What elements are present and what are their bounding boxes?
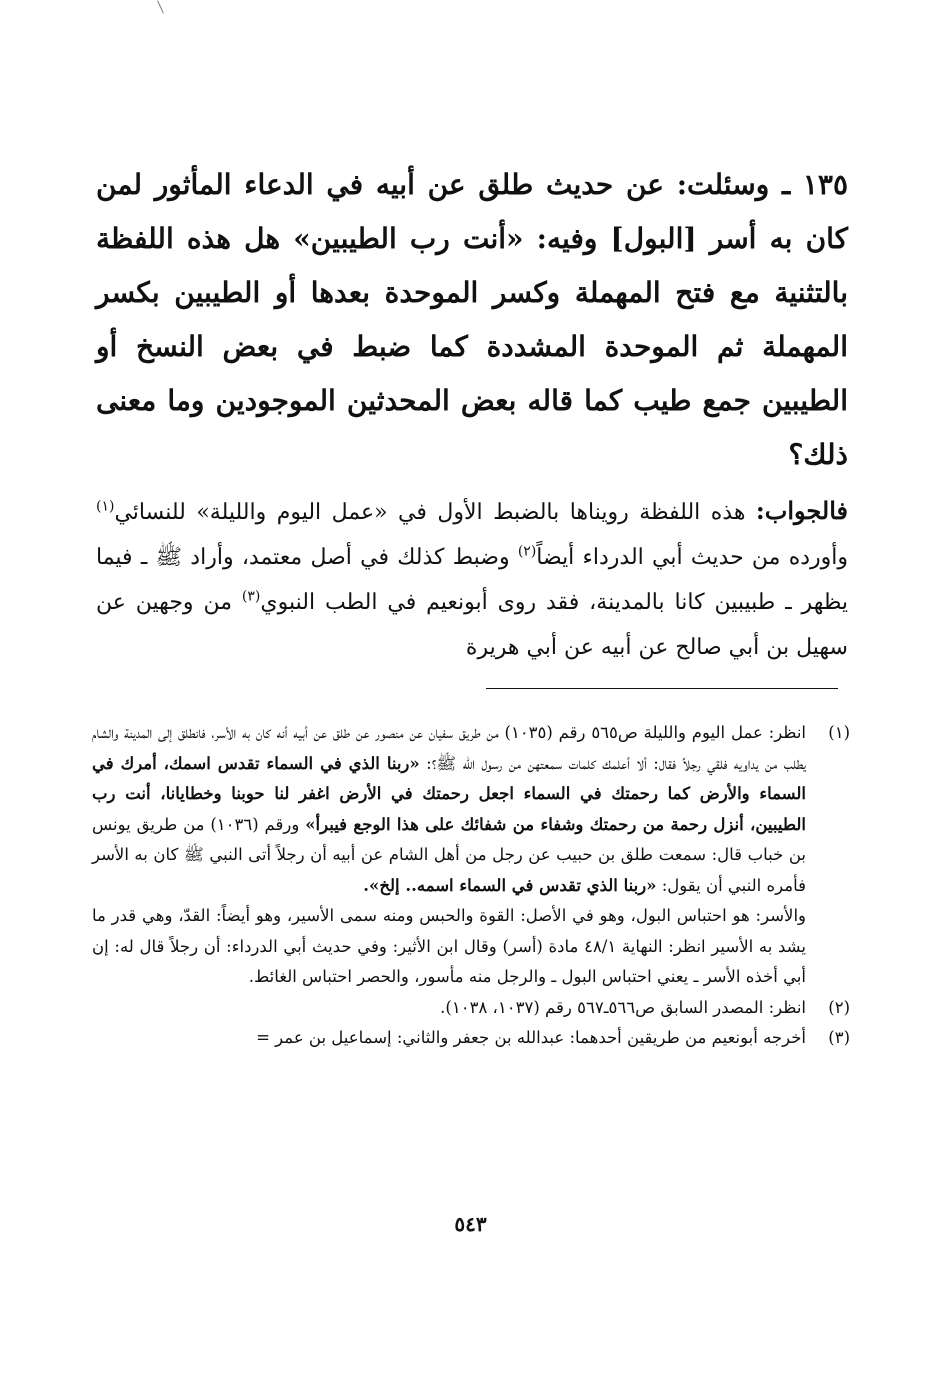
footnote-1-supplication: «ربنا الذي في السماء تقدس اسمك، أمرك في السماء والأرض كما رحمتك في السماء اجعل رحمتك في الأرض اغفر لنا حوبنا وخطايانا، أنت رب الطيبين، أنزل رحمة من رحمتك وشفاء من شفائك على هذا الوجع فيبرأ»	[92, 753, 807, 834]
footnote-ref-3[interactable]: (٣)	[241, 588, 261, 605]
footnote-1-text	[92, 718, 806, 901]
answer-lead: فالجواب:	[755, 496, 848, 525]
footnote-number: (١)	[828, 723, 850, 742]
answer-text-4: من وجهين عن سهيل بن أبي صالح عن أبيه عن أبي هريرة	[96, 590, 848, 660]
footnote-body: أخرجه أبونعيم من طريقين أحدهما: عبدالله بن جعفر والثاني: إسماعيل بن عمر =	[256, 1028, 806, 1047]
question-paragraph	[96, 158, 848, 482]
answer-text-2: وأورده من حديث أبي الدرداء أيضاً	[536, 545, 849, 570]
footnote-1-supplication-2: «ربنا الذي تقدس في السماء اسمه.. إلخ».	[363, 875, 657, 895]
scan-mark	[157, 0, 164, 13]
answer-paragraph	[96, 488, 848, 670]
footnote-1-part-a: انظر: عمل اليوم والليلة ص٥٦٥ رقم (١٠٣٥) من طريق سفيان عن منصور عن طلق عن أبيه أنه كان به الأسر، فانطلق إلى المدينة والشام يطلب من يداويه فلقي رجلاً فقال: ألا أعلمك كلمات سمعتهن من رسول الله ﷺ؟:	[92, 723, 807, 773]
footnote-ref-2[interactable]: (٢)	[517, 543, 537, 560]
footnote-1-gloss: والأسر: هو احتباس البول، وهو في الأصل: القوة والحبس ومنه سمى الأسير، وهو أيضاً: القدّ، وهي قدر ما يشد به الأسير انظر: النهاية ٤٨/١ مادة (أسر) وقال ابن الأثير: وفي حديث أبي الدرداء: أن رجلاً قال له: إن أبي أخذه الأسر ـ يعني احتباس البول ـ والرجل منه مأسور، والحصر احتباس الغائط.	[92, 906, 806, 986]
question-text: عن حديث طلق عن أبيه في الدعاء المأثور لمن كان به أسر [البول] وفيه: «أنت رب الطيبين» هل هذه اللفظة بالتثنية مع فتح المهملة وكسر الموحدة بعدها أو الطيبين بكسر المهملة ثم الموحدة المشددة كما ضبط في بعض النسخ أو الطيبين جمع طيب كما قاله بعض المحدثين الموجودين وما معنى ذلك؟	[96, 168, 848, 471]
page-number: ٥٤٣	[454, 1212, 487, 1236]
footnote-number: (٢)	[828, 997, 850, 1017]
footnote-body: انظر: المصدر السابق ص٥٦٦ـ٥٦٧ رقم (١٠٣٧، ١٠٣٨).	[440, 997, 806, 1017]
footnote-ref-1[interactable]: (١)	[96, 498, 115, 515]
footnote-3	[92, 1023, 850, 1054]
answer-text-3: وضبط كذلك في أصل معتمد، وأراد ﷺ ـ فيما يظهر ـ طبيبين كانا بالمدينة، فقد روى أبونعيم في الطب النبوي	[96, 545, 849, 615]
footnote-body	[92, 718, 806, 993]
answer-text-1: هذه اللفظة رويناها بالضبط الأول في «عمل اليوم والليلة» للنسائي	[114, 500, 746, 525]
footnote-2	[92, 993, 850, 1024]
footnote-separator	[486, 688, 838, 689]
question-lead: وسئلت:	[676, 168, 770, 201]
footnote-1	[92, 718, 850, 993]
footnotes	[92, 718, 850, 1054]
footnote-1-part-c: ورقم (١٠٣٦) من طريق يونس بن خباب قال: سمعت طلق بن حبيب عن رجل من أهل الشام عن أبيه أن رجلاً أتى النبي ﷺ كان به الأسر فأمره النبي أن يقول:	[92, 814, 806, 895]
question-number: ١٣٥ ـ	[781, 168, 848, 201]
footnote-number: (٣)	[828, 1028, 850, 1047]
